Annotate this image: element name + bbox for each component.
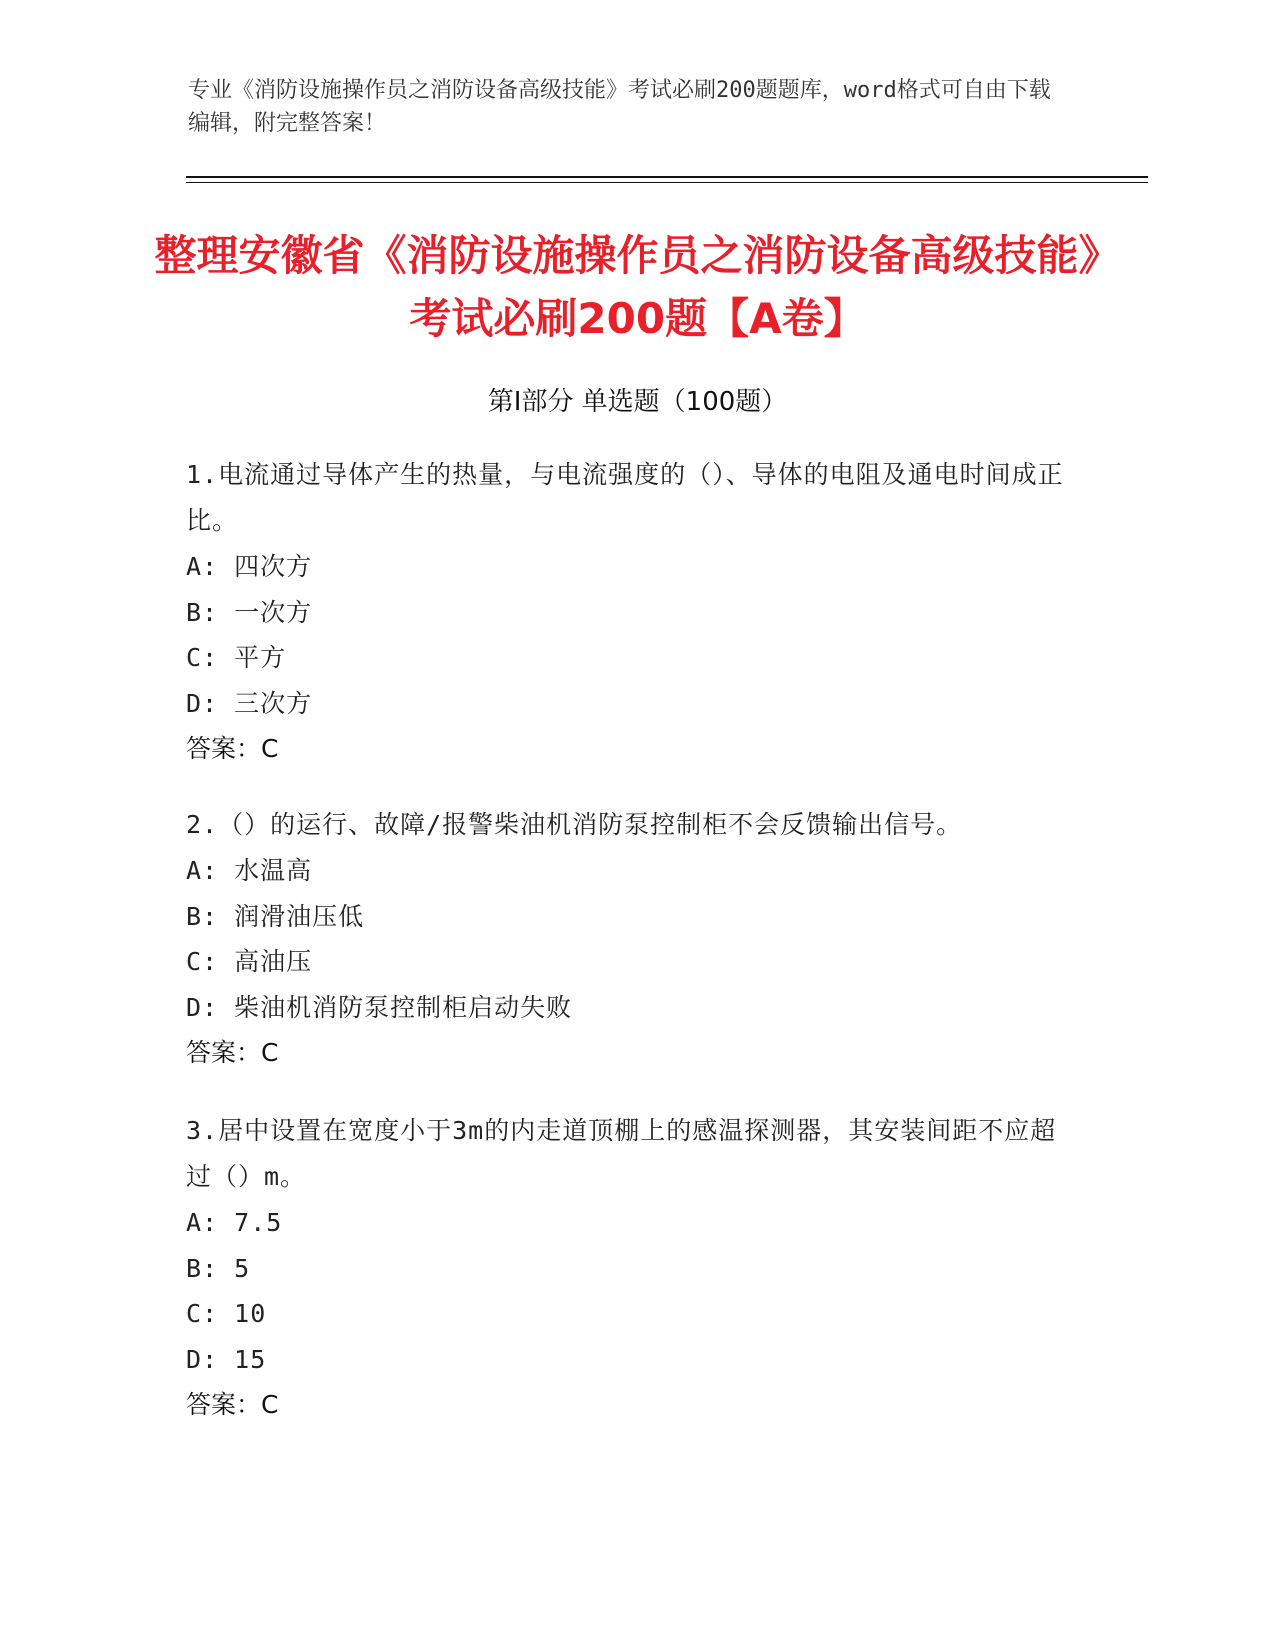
option-a: A: 四次方: [186, 552, 313, 581]
header-divider-thin: [186, 182, 1148, 183]
answer: 答案：C: [186, 734, 279, 763]
question-3: [186, 1108, 1076, 1428]
option-b: B: 一次方: [186, 597, 313, 627]
option-c: C: 高油压: [186, 947, 313, 976]
question-stem: 3.居中设置在宽度小于3m的内走道顶棚上的感温探测器，其安装间距不应超过（）m。: [186, 1116, 1057, 1191]
option-b: B: 润滑油压低: [186, 901, 365, 931]
option-d: D: 三次方: [186, 688, 313, 718]
option-a: A: 7.5: [186, 1208, 283, 1237]
question-stem: 1.电流通过导体产生的热量，与电流强度的（）、导体的电阻及通电时间成正比。: [186, 460, 1064, 535]
question-2: [186, 802, 1076, 1076]
option-c: C: 10: [186, 1299, 267, 1328]
answer: 答案：C: [186, 1390, 279, 1419]
answer: 答案：C: [186, 1038, 279, 1067]
option-d: D: 柴油机消防泵控制柜启动失败: [186, 992, 573, 1022]
question-1: [186, 452, 1076, 772]
option-b: B: 5: [186, 1253, 251, 1283]
question-stem: 2.（）的运行、故障/报警柴油机消防泵控制柜不会反馈输出信号。: [186, 810, 963, 839]
section-heading: 第Ⅰ部分 单选题（100题）: [487, 387, 788, 417]
option-d: D: 15: [186, 1344, 267, 1374]
header-note: 专业《消防设施操作员之消防设备高级技能》考试必刷200题题库，word格式可自由下载编辑，附完整答案！: [188, 78, 1051, 136]
document-title: 整理安徽省《消防设施操作员之消防设备高级技能》考试必刷200题【A卷】: [154, 231, 1121, 343]
option-a: A: 水温高: [186, 856, 313, 885]
header-divider-thick: [186, 176, 1148, 178]
option-c: C: 平方: [186, 643, 287, 672]
